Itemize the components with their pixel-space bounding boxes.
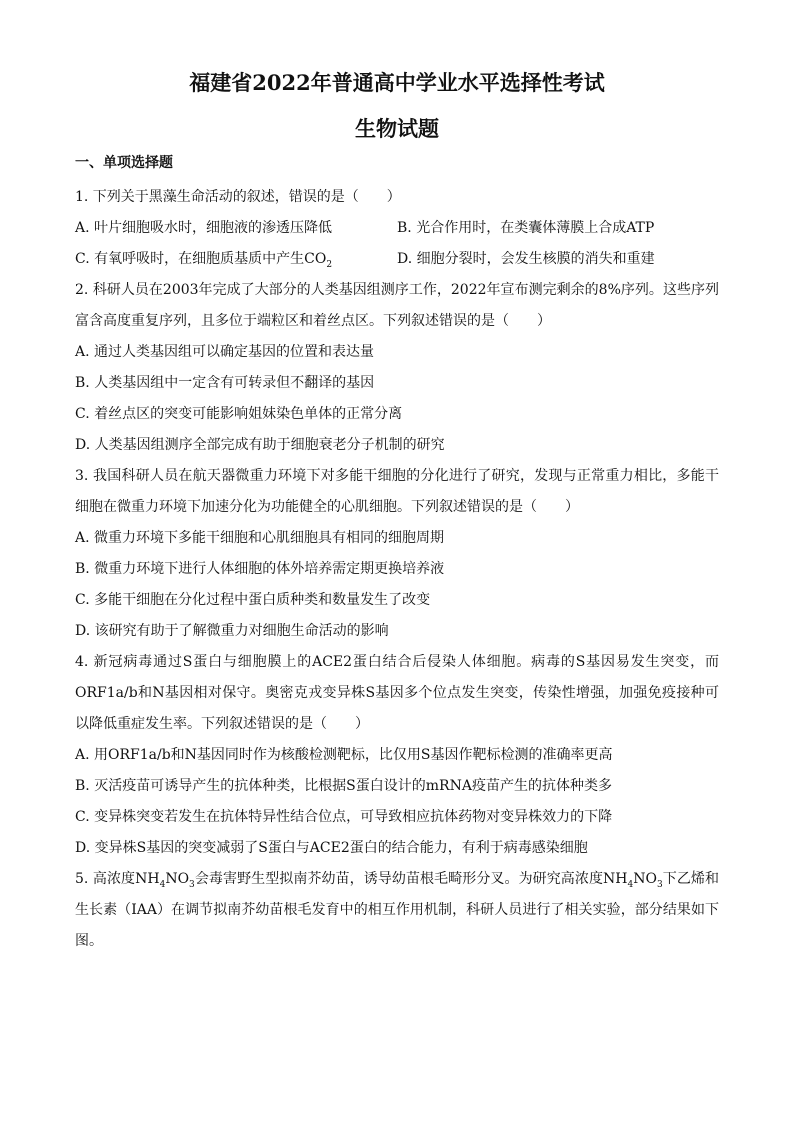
question-5-text-4: NO	[633, 871, 657, 887]
question-5-sub-3: 4	[627, 879, 634, 890]
question-1-option-d: D. 细胞分裂时，会发生核膜的消失和重建	[397, 251, 655, 267]
question-5-text-1: 5. 高浓度NH	[75, 871, 160, 887]
question-1-option-b: B. 光合作用时，在类囊体薄膜上合成ATP	[397, 220, 655, 236]
question-1-option-a: A. 叶片细胞吸水时，细胞液的渗透压降低	[75, 220, 333, 236]
question-5-sub-4: 3	[656, 879, 663, 890]
question-4-option-b: B. 灭活疫苗可诱导产生的抗体种类，比根据S蛋白设计的mRNA疫苗产生的抗体种类多	[75, 778, 612, 794]
page-subtitle: 生物试题	[355, 116, 439, 141]
question-5-text-3: 会毒害野生型拟南芥幼苗，诱导幼苗根毛畸形分叉。为研究高浓度NH	[194, 871, 628, 887]
question-5-text-2: NO	[165, 871, 190, 887]
question-1-options-row-2	[75, 244, 719, 275]
question-4-option-c: C. 变异株突变若发生在抗体特异性结合位点，可导致相应抗体药物对变异株效力的下降	[75, 809, 613, 825]
question-1-option-c-text: C. 有氧呼吸时，在细胞质基质中产生CO	[75, 251, 327, 267]
question-5-text-5: 下乙烯和生长素（IAA）在调节拟南芥幼苗根毛发育中的相互作用机制，科研人员进行了相关实验，部分结果如下图。	[75, 871, 719, 949]
question-5-stem	[75, 864, 719, 957]
question-2-option-a: A. 通过人类基因组可以确定基因的位置和表达量	[75, 344, 375, 360]
question-3-option-a: A. 微重力环境下多能干细胞和心肌细胞具有相同的细胞周期	[75, 530, 445, 546]
question-1-options-row-1	[75, 213, 719, 244]
page-title: 福建省2022年普通高中学业水平选择性考试	[189, 70, 605, 95]
question-5-sub-1: 4	[159, 879, 166, 890]
question-4-option-a: A. 用ORF1a/b和N基因同时作为核酸检测靶标，比仅用S基因作靶标检测的准确率更高	[75, 747, 613, 763]
question-3-option-b: B. 微重力环境下进行人体细胞的体外培养需定期更换培养液	[75, 561, 445, 577]
question-2-option-c: C. 着丝点区的突变可能影响姐妹染色单体的正常分离	[75, 406, 403, 422]
question-2-option-b: B. 人类基因组中一定含有可转录但不翻译的基因	[75, 375, 375, 391]
question-1-option-c-subscript: 2	[326, 259, 333, 270]
question-2-option-d: D. 人类基因组测序全部完成有助于细胞衰老分子机制的研究	[75, 437, 445, 453]
question-3-stem: 3. 我国科研人员在航天器微重力环境下对多能干细胞的分化进行了研究，发现与正常重力相比，多能干细胞在微重力环境下加速分化为功能健全的心肌细胞。下列叙述错误的是（ ）	[75, 468, 719, 515]
section-heading: 一、单项选择题	[75, 155, 173, 171]
question-3-option-d: D. 该研究有助于了解微重力对细胞生命活动的影响	[75, 623, 389, 639]
question-5-sub-2: 3	[189, 879, 195, 890]
question-4-option-d: D. 变异株S基因的突变减弱了S蛋白与ACE2蛋白的结合能力，有利于病毒感染细胞	[75, 840, 588, 856]
question-4-stem: 4. 新冠病毒通过S蛋白与细胞膜上的ACE2蛋白结合后侵染人体细胞。病毒的S基因易发生突变，而ORF1a/b和N基因相对保守。奥密克戎变异株S基因多个位点发生突变，传染性增强，加强免疫接种可以降低重症发生率。下列叙述错误的是（ ）	[75, 654, 719, 732]
question-3-option-c: C. 多能干细胞在分化过程中蛋白质种类和数量发生了改变	[75, 592, 431, 608]
question-1-stem: 1. 下列关于黑藻生命活动的叙述，错误的是（ ）	[75, 189, 401, 205]
question-1-option-c	[75, 244, 397, 275]
question-2-stem: 2. 科研人员在2003年完成了大部分的人类基因组测序工作，2022年宣布测完剩余的8%序列。这些序列富含高度重复序列，且多位于端粒区和着丝点区。下列叙述错误的是（ ）	[75, 282, 719, 329]
